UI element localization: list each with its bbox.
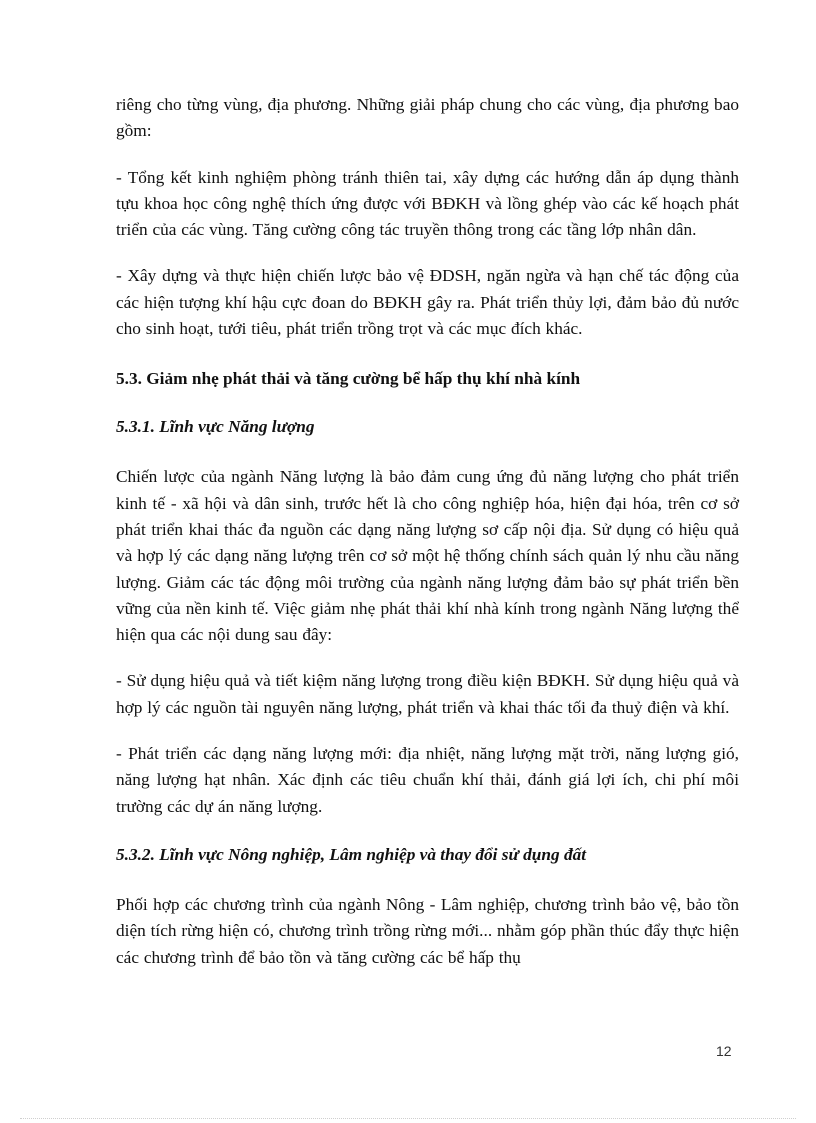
paragraph-new-energy: - Phát triển các dạng năng lượng mới: địa nhiệt, năng lượng mặt trời, năng lượng gió, năng lượng hạt nhân. Xác định các tiêu chuẩn khí thải, đánh giá lợi ích, chi phí môi trường các dự án năng lượng. [116, 744, 739, 816]
paragraph-intro: riêng cho từng vùng, địa phương. Những giải pháp chung cho các vùng, địa phương bao gồm: [116, 95, 739, 141]
paragraph-biodiversity-strategy: - Xây dựng và thực hiện chiến lược bảo vệ ĐDSH, ngăn ngừa và hạn chế tác động của các hiện tượng khí hậu cực đoan do BĐKH gây ra. Phát triển thủy lợi, đảm bảo đủ nước cho sinh hoạt, tưới tiêu, phát triển trồng trọt và các mục đích khác. [116, 266, 739, 339]
paragraph-energy-strategy: Chiến lược của ngành Năng lượng là bảo đảm cung ứng đủ năng lượng cho phát triển kinh tế - xã hội và dân sinh, trước hết là cho công nghiệp hóa, hiện đại hóa, trên cơ sở phát triển khai thác đa nguồn các dạng năng lượng sơ cấp nội địa. Sử dụng có hiệu quả và hợp lý các dạng năng lượng trên cơ sở một hệ thống chính sách quản lý nhu cầu năng lượng. Giảm các tác động môi trường của ngành năng lượng đảm bảo sự phát triển bền vững của nền kinh tế. Việc giảm nhẹ phát thải khí nhà kính trong ngành Năng lượng thể hiện qua các nội dung sau đây: [116, 467, 739, 645]
paragraph-disaster-prevention: - Tổng kết kinh nghiệm phòng tránh thiên tai, xây dựng các hướng dẫn áp dụng thành tựu khoa học công nghệ thích ứng được với BĐKH và lồng ghép vào các kế hoạch phát triển của các vùng. Tăng cường công tác truyền thông trong các tầng lớp nhân dân. [116, 167, 739, 240]
paragraph-energy-efficiency: - Sử dụng hiệu quả và tiết kiệm năng lượng trong điều kiện BĐKH. Sử dụng hiệu quả và hợp lý các nguồn tài nguyên năng lượng, phát triển và khai thác tối đa thuỷ điện và khí. [116, 671, 739, 717]
section-heading-5-3-1: 5.3.1. Lĩnh vực Năng lượng [116, 417, 315, 437]
page-number: 12 [716, 1043, 732, 1059]
document-page [116, 92, 739, 971]
section-heading-5-3: 5.3. Giảm nhẹ phát thải và tăng cường bể hấp thụ khí nhà kính [116, 369, 581, 389]
page-bottom-edge [20, 1118, 796, 1119]
paragraph-agriculture-forestry: Phối hợp các chương trình của ngành Nông - Lâm nghiệp, chương trình bảo vệ, bảo tồn diện tích rừng hiện có, chương trình trồng rừng mới... nhằm góp phần thúc đẩy thực hiện các chương trình để bảo tồn và tăng cường các bể hấp thụ [116, 894, 739, 967]
section-heading-5-3-2: 5.3.2. Lĩnh vực Nông nghiệp, Lâm nghiệp và thay đổi sử dụng đất [116, 844, 587, 864]
